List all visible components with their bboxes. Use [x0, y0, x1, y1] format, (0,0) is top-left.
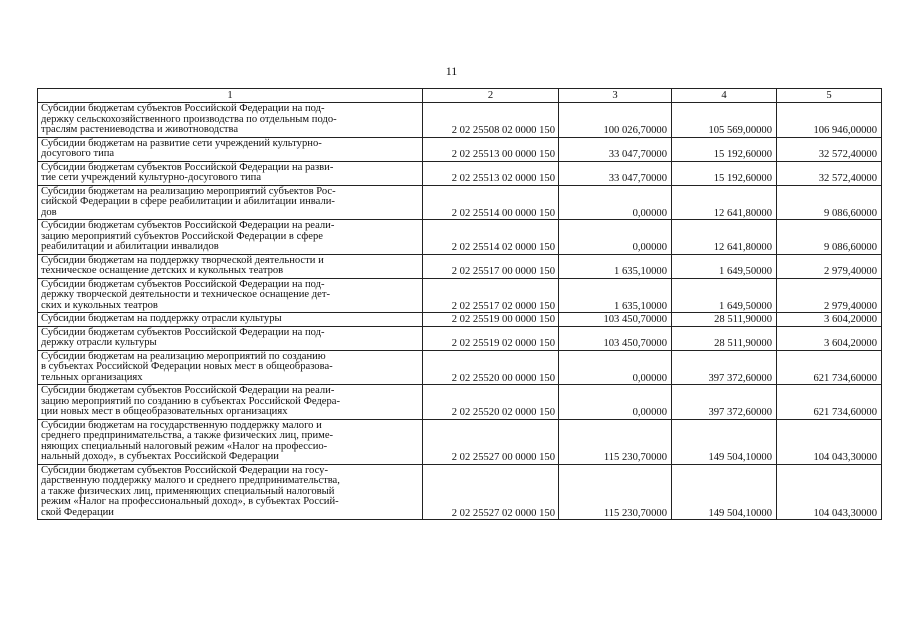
row-name-text: Субсидии бюджетам субъектов Российской Федерации на под- держку творческой деятельности и техническое оснащение дет- ских и кукольных театров — [41, 278, 331, 311]
row-name-cell — [38, 278, 423, 313]
row-code-cell: 2 02 25519 02 0000 150 — [423, 326, 559, 350]
row-value-col5-cell: 621 734,60000 — [777, 350, 882, 385]
row-value-col5-cell: 9 086,60000 — [777, 220, 882, 255]
row-value-col3-cell: 0,00000 — [559, 350, 672, 385]
row-value-col3-cell: 115 230,70000 — [559, 464, 672, 520]
row-name-cell — [38, 326, 423, 350]
row-value-col5-cell: 621 734,60000 — [777, 385, 882, 420]
row-value-col4-cell: 28 511,90000 — [672, 313, 777, 327]
row-value-col3-cell: 103 450,70000 — [559, 313, 672, 327]
row-code-cell: 2 02 25513 00 0000 150 — [423, 137, 559, 161]
table-row — [38, 278, 882, 313]
row-name-cell — [38, 385, 423, 420]
table-row — [38, 254, 882, 278]
row-value-col5-cell: 2 979,40000 — [777, 278, 882, 313]
table-row — [38, 185, 882, 220]
row-code-cell: 2 02 25508 02 0000 150 — [423, 103, 559, 138]
row-name-cell — [38, 350, 423, 385]
row-code-cell: 2 02 25520 00 0000 150 — [423, 350, 559, 385]
table-row — [38, 350, 882, 385]
table-row — [38, 220, 882, 255]
row-name-cell — [38, 313, 423, 327]
row-name-text: Субсидии бюджетам на развитие сети учреждений культурно- досугового типа — [41, 137, 322, 159]
row-name-cell — [38, 137, 423, 161]
row-name-text: Субсидии бюджетам субъектов Российской Федерации на реали- зацию мероприятий по созданию в субъектах Российской Федера- ции новых мест в общеобразовательных организациях — [41, 385, 341, 417]
row-code-cell: 2 02 25519 00 0000 150 — [423, 313, 559, 327]
row-value-col3-cell: 100 026,70000 — [559, 103, 672, 138]
row-name-text: Субсидии бюджетам субъектов Российской Федерации на под- держку сельскохозяйственного производства по отдельным подо- траслям растениеводства и животноводства — [41, 103, 337, 135]
header-col-1: 1 — [38, 89, 423, 103]
row-value-col3-cell: 115 230,70000 — [559, 419, 672, 464]
row-code-cell: 2 02 25527 00 0000 150 — [423, 419, 559, 464]
row-value-col4-cell: 15 192,60000 — [672, 161, 777, 185]
row-value-col5-cell: 32 572,40000 — [777, 161, 882, 185]
row-value-col5-cell: 106 946,00000 — [777, 103, 882, 138]
row-value-col3-cell: 0,00000 — [559, 220, 672, 255]
row-code-cell: 2 02 25527 02 0000 150 — [423, 464, 559, 520]
row-name-text: Субсидии бюджетам субъектов Российской Федерации на разви- тие сети учреждений культурно-досугового типа — [41, 161, 334, 183]
row-value-col4-cell: 149 504,10000 — [672, 464, 777, 520]
row-value-col4-cell: 397 372,60000 — [672, 385, 777, 420]
row-value-col3-cell: 0,00000 — [559, 185, 672, 220]
row-name-text: Субсидии бюджетам субъектов Российской Федерации на под- держку отрасли культуры — [41, 326, 325, 348]
row-name-text: Субсидии бюджетам субъектов Российской Федерации на госу- дарственную поддержку малого и среднего предпринимательства, а также физических лиц, применяющих специальный налоговый режим «Налог на профессиональный доход», в субъектах Россий- ской Федерации — [41, 464, 340, 518]
row-value-col3-cell: 103 450,70000 — [559, 326, 672, 350]
table-row — [38, 161, 882, 185]
table-row — [38, 419, 882, 464]
row-name-cell — [38, 254, 423, 278]
row-name-cell — [38, 419, 423, 464]
row-name-text: Субсидии бюджетам на поддержку творческой деятельности и техническое оснащение детских и кукольных театров — [41, 254, 324, 276]
row-code-cell: 2 02 25517 02 0000 150 — [423, 278, 559, 313]
row-value-col4-cell: 1 649,50000 — [672, 278, 777, 313]
row-code-cell: 2 02 25513 02 0000 150 — [423, 161, 559, 185]
row-value-col4-cell: 28 511,90000 — [672, 326, 777, 350]
row-value-col3-cell: 1 635,10000 — [559, 254, 672, 278]
row-value-col4-cell: 105 569,00000 — [672, 103, 777, 138]
table-row — [38, 103, 882, 138]
row-code-cell: 2 02 25520 02 0000 150 — [423, 385, 559, 420]
row-value-col4-cell: 1 649,50000 — [672, 254, 777, 278]
row-code-cell: 2 02 25517 00 0000 150 — [423, 254, 559, 278]
row-value-col4-cell: 12 641,80000 — [672, 185, 777, 220]
table-row — [38, 464, 882, 520]
row-value-col3-cell: 1 635,10000 — [559, 278, 672, 313]
table-body — [38, 89, 882, 520]
row-value-col4-cell: 149 504,10000 — [672, 419, 777, 464]
row-value-col3-cell: 33 047,70000 — [559, 137, 672, 161]
row-code-cell: 2 02 25514 02 0000 150 — [423, 220, 559, 255]
row-name-cell — [38, 220, 423, 255]
header-col-2: 2 — [423, 89, 559, 103]
row-name-cell — [38, 185, 423, 220]
row-value-col4-cell: 397 372,60000 — [672, 350, 777, 385]
row-value-col5-cell: 2 979,40000 — [777, 254, 882, 278]
table-row — [38, 385, 882, 420]
header-col-3: 3 — [559, 89, 672, 103]
row-value-col4-cell: 12 641,80000 — [672, 220, 777, 255]
table-row — [38, 313, 882, 327]
row-value-col3-cell: 0,00000 — [559, 385, 672, 420]
row-name-text: Субсидии бюджетам на реализацию мероприятий субъектов Рос- сийской Федерации в сфере реабилитации и абилитации инвали- дов — [41, 185, 336, 218]
row-name-text: Субсидии бюджетам на реализацию мероприятий по созданию в субъектах Российской Федерации новых мест в общеобразова- тельных организациях — [41, 350, 333, 383]
row-name-text: Субсидии бюджетам на поддержку отрасли культуры — [41, 313, 282, 324]
table-row — [38, 137, 882, 161]
row-value-col5-cell: 104 043,30000 — [777, 464, 882, 520]
header-col-5: 5 — [777, 89, 882, 103]
row-value-col5-cell: 104 043,30000 — [777, 419, 882, 464]
row-name-cell — [38, 103, 423, 138]
row-name-text: Субсидии бюджетам субъектов Российской Федерации на реали- зацию мероприятий субъектов Российской Федерации в сфере реабилитации и абилитации инвалидов — [41, 220, 335, 252]
table-row — [38, 326, 882, 350]
row-value-col5-cell: 3 604,20000 — [777, 326, 882, 350]
row-name-text: Субсидии бюджетам на государственную поддержку малого и среднего предпринимательства, а также физических лиц, приме- няющих специальный налоговый режим «Налог на профессио- нальный доход», в субъектах Российской Федерации — [41, 419, 334, 462]
row-name-cell — [38, 464, 423, 520]
table-header-row — [38, 89, 882, 103]
header-col-4: 4 — [672, 89, 777, 103]
row-name-cell — [38, 161, 423, 185]
row-value-col4-cell: 15 192,60000 — [672, 137, 777, 161]
row-value-col5-cell: 32 572,40000 — [777, 137, 882, 161]
row-value-col5-cell: 3 604,20000 — [777, 313, 882, 327]
row-value-col3-cell: 33 047,70000 — [559, 161, 672, 185]
row-code-cell: 2 02 25514 00 0000 150 — [423, 185, 559, 220]
page-number: 11 — [445, 64, 458, 78]
row-value-col5-cell: 9 086,60000 — [777, 185, 882, 220]
budget-table — [37, 88, 882, 520]
